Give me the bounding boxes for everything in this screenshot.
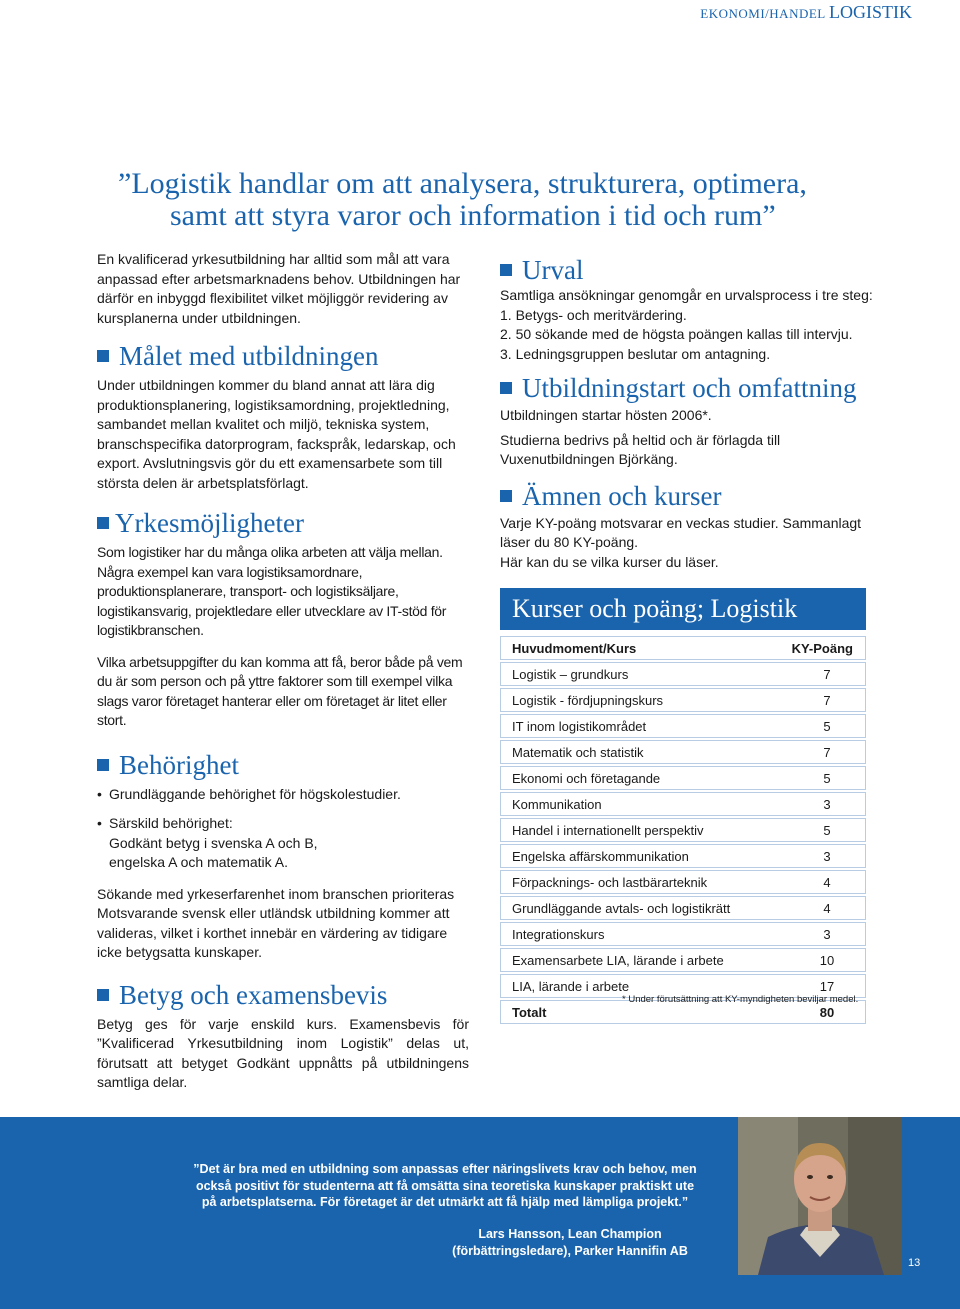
- selection-heading: [500, 254, 876, 286]
- course-table-row: [500, 688, 866, 712]
- selection-step-2: 2. 50 sökande med de högsta poängen kallas till intervju.: [500, 326, 853, 342]
- square-bullet-icon: [500, 382, 512, 394]
- course-points: 7: [823, 744, 831, 760]
- square-bullet-icon: [97, 517, 109, 529]
- eligibility-bullet-1: • Grundläggande behörighet för högskolestudier.: [97, 785, 469, 805]
- careers-text-1: Som logistiker har du många olika arbeten att välja mellan. Några exempel kan vara logistiksamordnare, produktionsplanerare, transport- och logistiksäljare, logistikansvarig, projektledare eller utvecklare av IT-stöd för logistikbranschen.: [97, 544, 447, 638]
- pull-quote-line1: ”Logistik handlar om att analysera, strukturera, optimera,: [118, 167, 807, 200]
- course-table-row: [500, 740, 866, 764]
- course-points: 17: [819, 978, 835, 994]
- selection-heading-text: Urval: [522, 255, 584, 285]
- eligibility-list: [97, 785, 469, 873]
- square-bullet-icon: [500, 264, 512, 276]
- course-table-row: [500, 870, 866, 894]
- selection-intro: Samtliga ansökningar genomgår en urvalsprocess i tre steg:: [500, 287, 873, 303]
- course-points: 7: [823, 666, 831, 682]
- course-table-row: [500, 714, 866, 738]
- goal-heading-text: Målet med utbildningen: [119, 341, 379, 371]
- course-points: 5: [823, 718, 831, 734]
- pull-quote-line2: samt att styra varor och information i tid och rum”: [170, 199, 776, 232]
- square-bullet-icon: [97, 759, 109, 771]
- course-points: 10: [819, 952, 835, 968]
- course-points: 7: [823, 692, 831, 708]
- course-table-row: [500, 896, 866, 920]
- pull-quote-title: [118, 168, 878, 232]
- portrait-photo: [738, 1117, 902, 1275]
- course-table-total-label: Totalt: [512, 1004, 547, 1020]
- goal-text: Under utbildningen kommer du bland annat att lära dig produktionsplanering, logistiksamordning, projektledning, sambandet mellan kvalitet och miljö, tekniska system, branschspecifika datorprogram, fackspråk, ledarskap, och export. Avslutningsvis gör du ett examensarbete som till största delen är arbetsplatsförlagt.: [97, 377, 456, 491]
- subjects-text-2: Här kan du se vilka kurser du läser.: [500, 553, 719, 570]
- eligibility-bullet-2-line2: engelska A och matematik A.: [109, 854, 288, 870]
- eligibility-bullet-2: [97, 814, 469, 873]
- header-title: LOGISTIK: [829, 2, 912, 22]
- course-table-col1: Huvudmoment/Kurs: [512, 640, 637, 656]
- banner-author: [440, 1226, 700, 1259]
- eligibility-bullet-2-line1: Godkänt betyg i svenska A och B,: [109, 834, 318, 851]
- course-points: 4: [823, 874, 831, 890]
- course-table-col2: KY-Poäng: [791, 640, 853, 656]
- subjects-heading: [500, 480, 876, 512]
- course-points: 5: [823, 770, 831, 786]
- course-table-row: [500, 844, 866, 868]
- course-table-row: [500, 922, 866, 946]
- page-number: 13: [908, 1257, 921, 1269]
- start-text-1: Utbildningen startar hösten 2006*.: [500, 407, 712, 423]
- careers-heading: [97, 507, 469, 539]
- course-name: Handel i internationellt perspektiv: [512, 822, 704, 838]
- right-column: [500, 254, 876, 572]
- course-table-total-points: 80: [819, 1004, 835, 1020]
- course-name: Logistik - fördjupningskurs: [512, 692, 664, 708]
- subjects-text: Varje KY-poäng motsvarar en veckas studier. Sammanlagt läser du 80 KY-poäng.: [500, 514, 862, 550]
- intro-text: En kvalificerad yrkesutbildning har alltid som mål att vara anpassad efter arbetsmarknadens behov. Utbildningen har därför en inbyggd flexibilitet vilket möjliggör revidering av kursplanerna under utbildningen.: [97, 251, 461, 326]
- course-table-row: [500, 662, 866, 686]
- course-table-title: Kurser och poäng; Logistik: [500, 588, 866, 630]
- left-column: [97, 250, 469, 1093]
- course-table: [500, 588, 866, 1024]
- course-points: 4: [823, 900, 831, 916]
- course-name: Förpacknings- och lastbärarteknik: [512, 874, 708, 890]
- course-name: LIA, lärande i arbete: [512, 978, 630, 994]
- selection-step-1: 1. Betygs- och meritvärdering.: [500, 306, 687, 323]
- eligibility-text: Sökande med yrkeserfarenhet inom branschen prioriteras Motsvarande svensk eller utländsk utbildning kommer att valideras, vilket i korthet innebär en värdering av tidigare icke betygsatta kunskaper.: [97, 885, 455, 960]
- course-points: 5: [823, 822, 831, 838]
- course-name: Examensarbete LIA, lärande i arbete: [512, 952, 724, 968]
- course-name: Kommunikation: [512, 796, 602, 812]
- page-header: [700, 2, 912, 23]
- course-name: Grundläggande avtals- och logistikrätt: [512, 900, 731, 916]
- eligibility-heading: [97, 749, 469, 781]
- course-name: Engelska affärskommunikation: [512, 848, 689, 864]
- course-name: Logistik – grundkurs: [512, 666, 629, 682]
- grades-heading-text: Betyg och examensbevis: [119, 979, 388, 1010]
- banner-quote: ”Det är bra med en utbildning som anpassas efter näringslivets krav och behov, men också positivt för studenterna att få omsätta sina teoretiska kunskaper praktiskt ute på arbetsplatserna. För företaget är det utmärkt att få hjälp med lämpliga projekt.”: [193, 1162, 697, 1209]
- course-points: 3: [823, 848, 831, 864]
- course-points: 3: [823, 796, 831, 812]
- header-section: EKONOMI/HANDEL: [700, 6, 826, 21]
- course-name: IT inom logistikområdet: [512, 718, 647, 734]
- course-name: Ekonomi och företagande: [512, 770, 661, 786]
- course-name: Matematik och statistik: [512, 744, 644, 760]
- banner-author-line2: (förbättringsledare), Parker Hannifin AB: [452, 1243, 688, 1258]
- course-table-row: [500, 948, 866, 972]
- grades-text: Betyg ges för varje enskild kurs. Examensbevis för ”Kvalificerad Yrkesutbildning inom Logistik” delas ut, förutsatt att betyget Godkänt uppnåtts på utbildningens samtliga delar.: [97, 1015, 469, 1090]
- course-table-header: [500, 636, 866, 660]
- course-points: 3: [823, 926, 831, 942]
- start-heading: [500, 372, 876, 404]
- careers-heading-text: Yrkesmöjligheter: [115, 508, 304, 538]
- square-bullet-icon: [500, 490, 512, 502]
- square-bullet-icon: [97, 989, 109, 1001]
- goal-heading: [97, 340, 469, 372]
- course-table-row: [500, 818, 866, 842]
- subjects-heading-text: Ämnen och kurser: [522, 480, 722, 511]
- course-table-footnote: * Under förutsättning att KY-myndigheten beviljar medel.: [622, 994, 859, 1005]
- course-table-row: [500, 766, 866, 790]
- banner-author-line1: Lars Hansson, Lean Champion: [478, 1227, 662, 1241]
- careers-text-2: Vilka arbetsuppgifter du kan komma att få, beror både på vem du är som person och på yttre faktorer som till exempel vilka slags varor företaget hanterar eller om företaget är litet eller stort.: [97, 653, 463, 728]
- eligibility-bullet-2-title: • Särskild behörighet:: [109, 815, 233, 831]
- start-text-2: Studierna bedrivs på heltid och är förlagda till Vuxenutbildningen Björkäng.: [500, 431, 781, 467]
- course-table-row: [500, 792, 866, 816]
- selection-steps: [500, 306, 876, 365]
- course-table-rows: [500, 662, 866, 998]
- start-heading-text: Utbildningstart och omfattning: [522, 373, 857, 403]
- square-bullet-icon: [97, 350, 109, 362]
- eligibility-heading-text: Behörighet: [119, 749, 239, 780]
- course-name: Integrationskurs: [512, 926, 605, 942]
- selection-step-3: 3. Ledningsgruppen beslutar om antagning.: [500, 345, 771, 362]
- grades-heading: [97, 979, 469, 1011]
